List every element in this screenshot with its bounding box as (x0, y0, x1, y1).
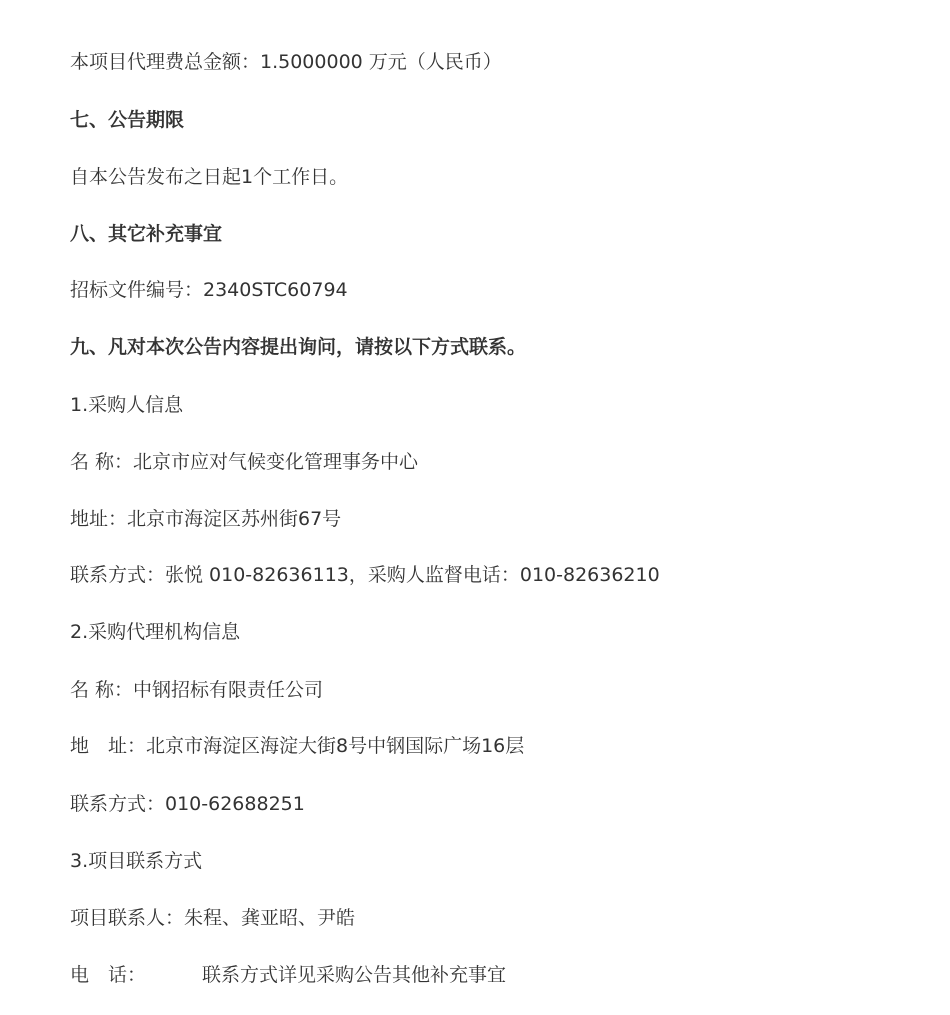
purchaser-name: 名 称：北京市应对气候变化管理事务中心 (70, 451, 419, 473)
project-contact-heading: 3.项目联系方式 (70, 850, 203, 872)
project-phone (70, 963, 506, 987)
project-contacts: 项目联系人：朱程、龚亚昭、尹皓 (70, 907, 356, 929)
agency-address: 地 址：北京市海淀区海淀大街8号中钢国际广场16层 (70, 735, 525, 757)
purchaser-address: 地址：北京市海淀区苏州街67号 (70, 508, 342, 530)
agency-heading: 2.采购代理机构信息 (70, 621, 241, 643)
agency-contact: 联系方式：010-62688251 (70, 793, 305, 815)
agency-fee-total: 本项目代理费总金额：1.5000000 万元（人民币） (70, 51, 502, 73)
agency-name: 名 称：中钢招标有限责任公司 (70, 679, 324, 701)
section-9-heading: 九、凡对本次公告内容提出询问，请按以下方式联系。 (70, 336, 527, 358)
tender-file-number: 招标文件编号：2340STC60794 (70, 279, 348, 301)
phone-label: 电 话： (70, 964, 147, 986)
purchaser-contact: 联系方式：张悦 010-82636113，采购人监督电话：010-82636210 (70, 564, 660, 586)
phone-value: 联系方式详见采购公告其他补充事宜 (202, 964, 507, 986)
purchaser-heading: 1.采购人信息 (70, 394, 184, 416)
section-7-text: 自本公告发布之日起1个工作日。 (70, 166, 349, 188)
section-7-heading: 七、公告期限 (70, 109, 185, 131)
section-8-heading: 八、其它补充事宜 (70, 223, 223, 245)
